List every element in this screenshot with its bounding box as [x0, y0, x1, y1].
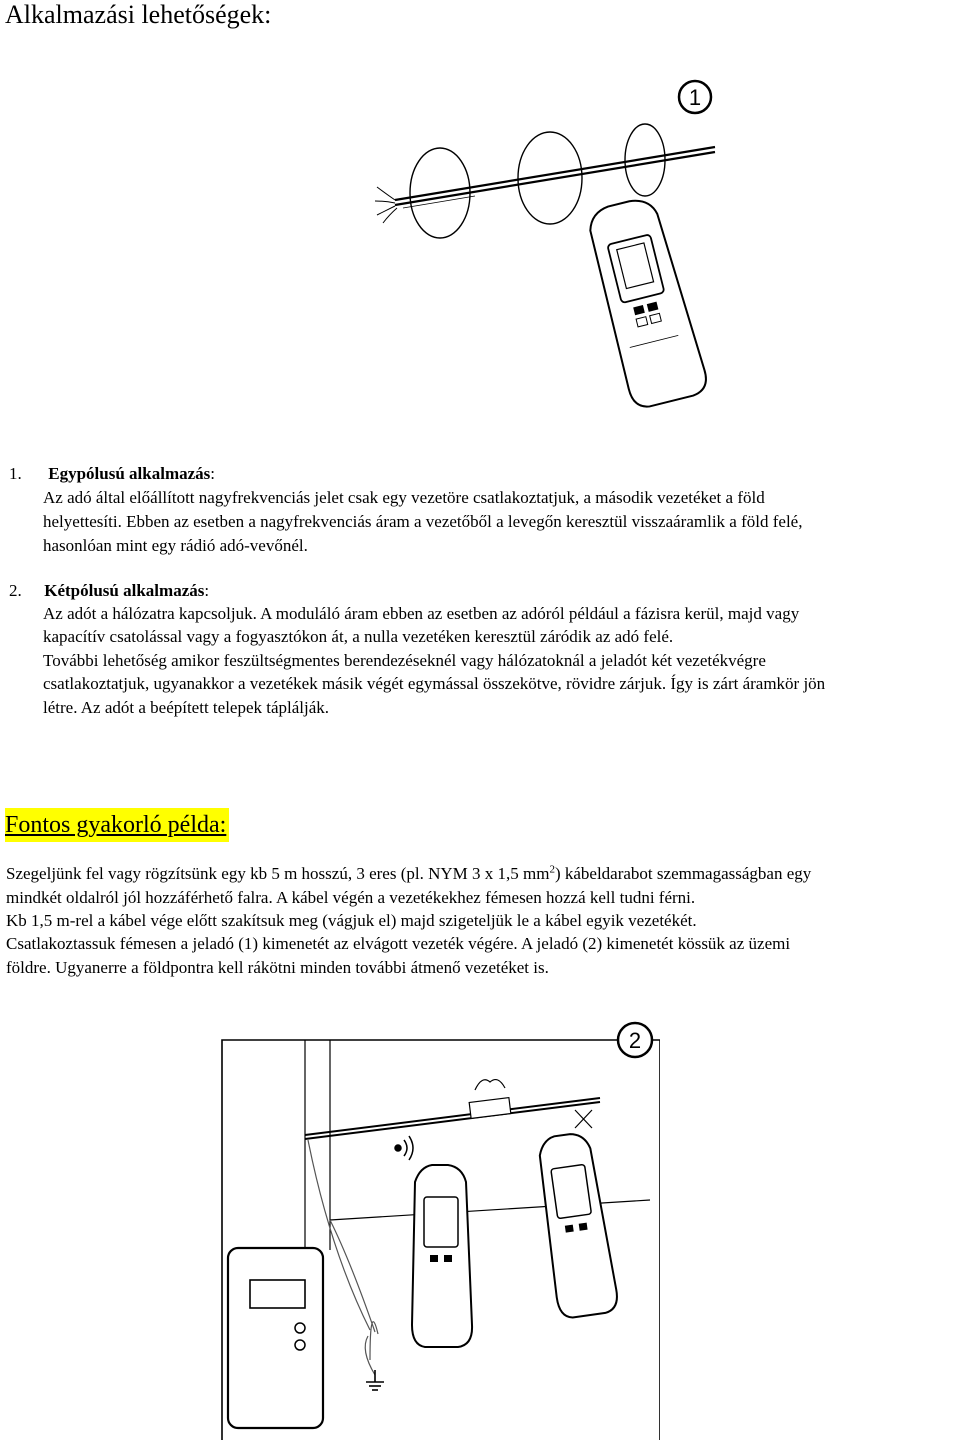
- figure2-label: 2: [628, 1028, 642, 1053]
- item1-line-1: Az adó által előállított nagyfrekvenciás jelet csak egy vezetöre csatlakoztatjuk, a második vezetéket a föld: [43, 488, 765, 507]
- item1-number: 1.: [9, 464, 22, 483]
- item2-line-4: csatlakoztatjuk, ugyanakkor a vezetékek másik végét egymással összekötve, rövidre zárjuk. Így is zárt áramkör jön: [43, 674, 826, 693]
- cable-drawing: [375, 147, 715, 223]
- example-line-1-text: Szegeljünk fel vagy rögzítsünk egy kb 5 m hosszú, 3 eres (pl. NYM 3 x 1,5 mm: [6, 864, 550, 883]
- item2-title-colon: :: [204, 581, 210, 600]
- item2-line-2: kapacítív csatolással vagy a fogyasztókon át, a nulla vezetéken keresztül záródik az adó felé.: [43, 627, 674, 646]
- item1-line-3: hasonlóan mint egy rádió adó-vevőnél.: [43, 536, 308, 555]
- example-line-1-superscript: 2: [549, 863, 555, 876]
- example-line-5: földre. Ugyanerre a földpontra kell rákötni minden további átmenő vezetéket is.: [6, 958, 549, 977]
- figure1-label: 1: [688, 85, 702, 110]
- figure-practice-setup-illustration: [220, 1020, 660, 1440]
- example-line-3: Kb 1,5 m-rel a kábel vége előtt szakítsuk meg (vágjuk el) majd szigeteljük le a kábel egyik vezetékét.: [6, 911, 697, 930]
- item1-heading-line: [9, 463, 215, 486]
- figure1-label-badge: [679, 81, 711, 113]
- figure2-label-badge: [618, 1023, 652, 1057]
- signal-waves-icon: [395, 1136, 413, 1160]
- item1-line-2: helyettesíti. Ebben az esetben a nagyfrekvenciás áram a vezetőből a levegőn keresztül visszaáramlik a föld felé,: [43, 512, 803, 531]
- transmitter-device-icon: [228, 1248, 323, 1428]
- example-line-1-tail: ) kábeldarabot szemmagasságban egy: [554, 864, 812, 883]
- item2-number: 2.: [9, 581, 22, 600]
- example-line-4: Csatlakoztassuk fémesen a jeladó (1) kimenetét az elvágott vezeték végére. A jeladó (2) kimenetét kössük az üzemi: [6, 934, 791, 953]
- item1-title: Egypólusú alkalmazás: [48, 464, 211, 483]
- item2-line-5: létre. Az adót a beépített telepek táplálják.: [43, 698, 330, 717]
- item2-line-3: További lehetőség amikor feszültségmentes berendezéseknél vagy hálózatoknál a jeladót két vezetékvégre: [43, 651, 766, 670]
- receiver-device-icon: [585, 193, 710, 410]
- item2-title: Kétpólusú alkalmazás: [44, 581, 205, 600]
- receiver-device-icon-right: [534, 1131, 619, 1320]
- example-line-1: [6, 863, 811, 886]
- figure-single-pole-illustration: [355, 75, 735, 410]
- item1-title-colon: :: [210, 464, 215, 483]
- example-line-2: mindkét oldalról jól hozzáférhető falra. A kábel végén a vezetékekhez fémesen hozzá kell tudni férni.: [6, 888, 696, 907]
- example-heading: Fontos gyakorló példa:: [5, 808, 229, 842]
- page-title: Alkalmazási lehetőségek:: [5, 0, 272, 29]
- item2-line-1: Az adót a hálózatra kapcsoljuk. A moduláló áram ebben az esetben az adóról például a fázisra kerül, majd vagy: [43, 604, 800, 623]
- receiver-device-icon-left: [412, 1165, 472, 1347]
- item2-heading-line: [9, 580, 209, 603]
- ground-icon: [366, 1370, 384, 1390]
